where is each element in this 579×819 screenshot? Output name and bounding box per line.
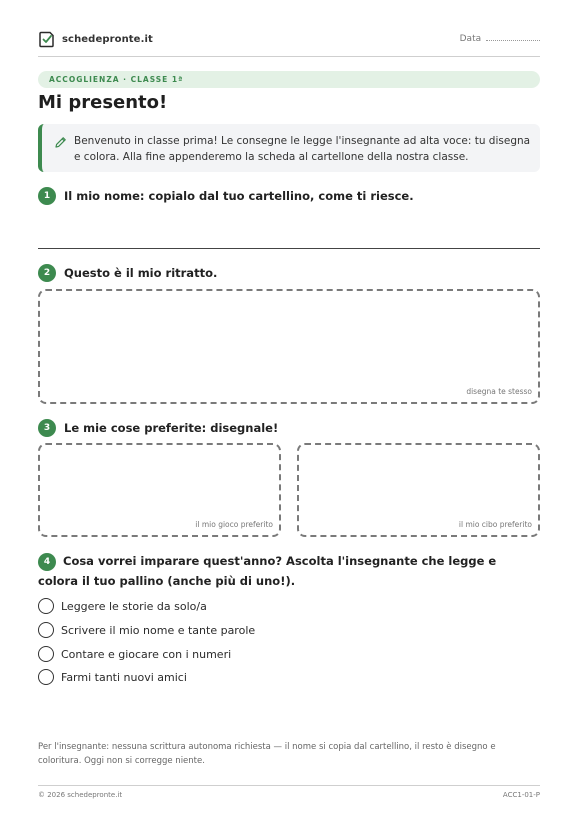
question-1	[38, 187, 414, 205]
option-item[interactable]	[38, 669, 187, 685]
logo	[38, 30, 153, 48]
question-number: 2	[38, 264, 56, 282]
box-label: il mio gioco preferito	[195, 520, 273, 529]
question-number: 4	[38, 553, 56, 571]
teacher-note: Per l'insegnante: nessuna scrittura autonoma richiesta — il nome si copia dal cartellino, il resto è disegno e coloritura. Oggi non si corregge niente.	[38, 742, 496, 766]
date-field	[460, 34, 540, 44]
page-title: Mi presento!	[38, 92, 168, 113]
question-2	[38, 264, 217, 282]
option-item[interactable]	[38, 598, 207, 614]
question-4	[38, 551, 540, 591]
question-number: 3	[38, 419, 56, 437]
pencil-icon	[54, 136, 67, 149]
option-circle[interactable]	[38, 598, 54, 614]
option-item[interactable]	[38, 646, 231, 662]
option-label: Farmi tanti nuovi amici	[61, 670, 187, 684]
intro-text: Benvenuto in classe prima! Le consegne le legge l'insegnante ad alta voce: tu disegna e colora. Alla fine appenderemo la scheda al cartellone della nostra classe.	[74, 135, 531, 163]
site-name: schedepronte.it	[62, 33, 153, 45]
name-writing-line[interactable]	[38, 248, 540, 249]
option-label: Scrivere il mio nome e tante parole	[61, 623, 256, 637]
intro-box	[38, 124, 540, 172]
option-item[interactable]	[38, 622, 255, 638]
checkmark-document-icon	[38, 30, 56, 48]
question-text: Il mio nome: copialo dal tuo cartellino, come ti riesce.	[64, 189, 414, 203]
portrait-drawing-box[interactable]	[38, 289, 540, 404]
question-text: Cosa vorrei imparare quest'anno? Ascolta l'insegnante che legge e colora il tuo pallino (anche più di uno!).	[38, 554, 497, 588]
page-header	[38, 30, 540, 57]
option-circle[interactable]	[38, 622, 54, 638]
question-text: Le mie cose preferite: disegnale!	[64, 421, 279, 435]
date-line	[486, 40, 540, 41]
option-label: Contare e giocare con i numeri	[61, 647, 232, 661]
box-label: disegna te stesso	[466, 387, 532, 396]
option-circle[interactable]	[38, 646, 54, 662]
favorite-game-drawing-box[interactable]	[38, 443, 281, 537]
option-circle[interactable]	[38, 669, 54, 685]
sheet-code: ACC1-01-P	[502, 791, 540, 799]
option-label: Leggere le storie da solo/a	[61, 599, 207, 613]
copyright: © 2026 schedepronte.it	[38, 791, 123, 799]
question-number: 1	[38, 187, 56, 205]
question-text: Questo è il mio ritratto.	[64, 266, 218, 280]
date-label: Data	[459, 34, 482, 44]
favorite-food-drawing-box[interactable]	[297, 443, 540, 537]
page-footer	[38, 785, 540, 799]
section-tag: ACCOGLIENZA · CLASSE 1ª	[38, 71, 540, 88]
question-3	[38, 419, 278, 437]
box-label: il mio cibo preferito	[458, 520, 532, 529]
